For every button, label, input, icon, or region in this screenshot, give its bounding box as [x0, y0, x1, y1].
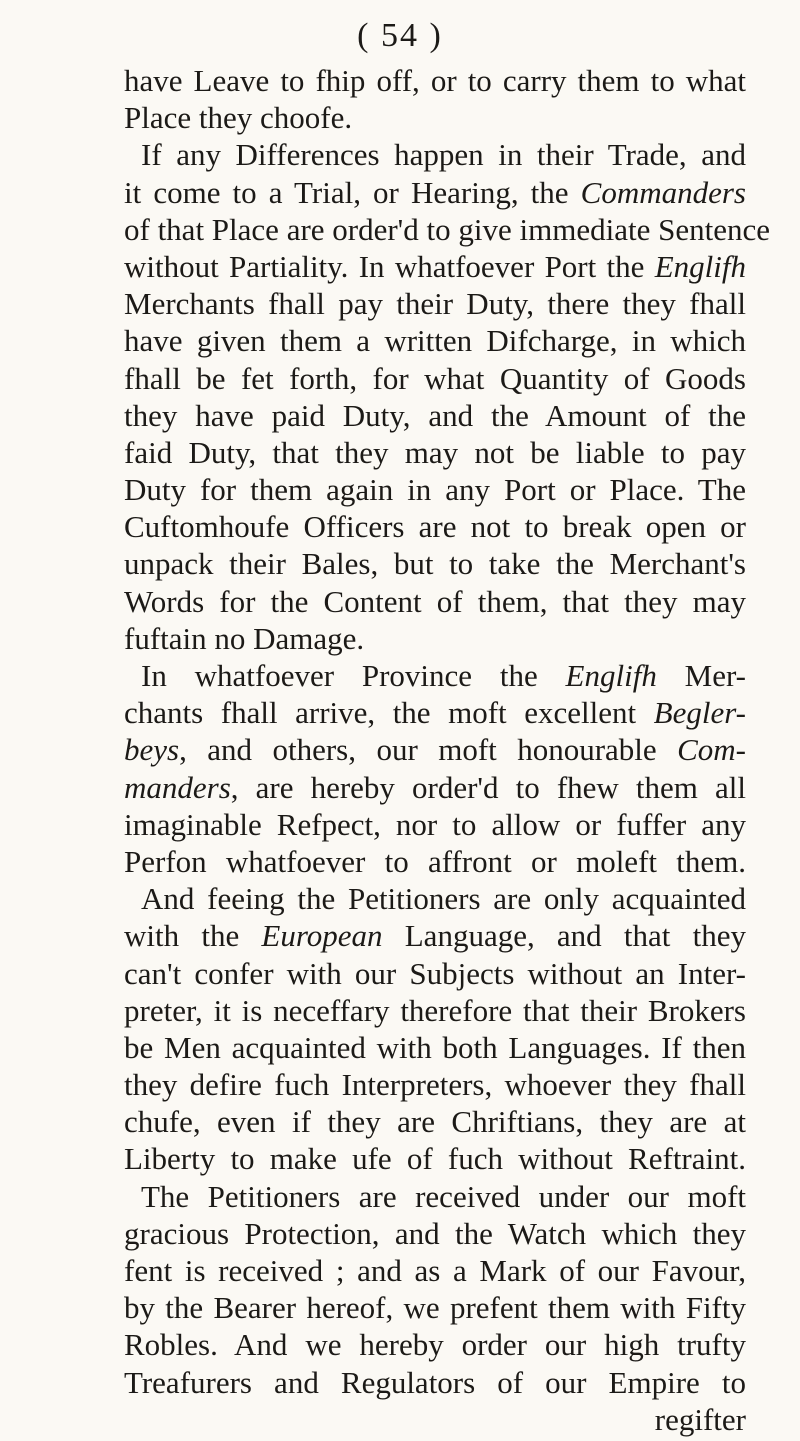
- body-text: [124, 62, 770, 1438]
- text-line: The Petitioners are received under our moft: [141, 1178, 746, 1214]
- text-line: Words for the Content of them, that they may: [124, 583, 746, 619]
- text-line: by the Bearer hereof, we prefent them with Fifty: [124, 1290, 746, 1326]
- text-line: Treafurers and Regulators of our Empire to: [124, 1364, 746, 1400]
- catchword: regifter: [654, 1401, 746, 1437]
- text-line: unpack their Bales, but to take the Merchant's: [124, 546, 746, 582]
- text-line: And feeing the Petitioners are only acquainted: [141, 881, 746, 917]
- text-line: Merchants fhall pay their Duty, there they fhall: [124, 286, 746, 322]
- text-line: they defire fuch Interpreters, whoever they fhall: [124, 1067, 746, 1103]
- text-line: gracious Protection, and the Watch which they: [124, 1215, 746, 1251]
- text-line: fent is received ; and as a Mark of our Favour,: [124, 1253, 746, 1288]
- text-line: Cuftomhoufe Officers are not to break open or: [124, 509, 746, 545]
- text-line: In whatfoever Province the Englifh Mer-: [141, 658, 746, 693]
- text-line: chants fhall arrive, the moft excellent Begler-: [124, 695, 746, 731]
- text-line: Perfon whatfoever to affront or moleft them.: [124, 843, 746, 879]
- text-line: Liberty to make ufe of fuch without Reftraint.: [124, 1141, 746, 1177]
- text-line: fhall be fet forth, for what Quantity of Goods: [124, 360, 746, 396]
- text-line: have given them a written Difcharge, in which: [124, 323, 746, 359]
- text-line: imaginable Refpect, nor to allow or fuffer any: [124, 806, 746, 842]
- text-line: Place they choofe.: [124, 100, 353, 136]
- text-line: can't confer with our Subjects without an Inter-: [124, 955, 746, 991]
- text-line: chufe, even if they are Chriftians, they are at: [124, 1104, 746, 1140]
- text-line: with the European Language, and that they: [124, 918, 746, 954]
- text-line: they have paid Duty, and the Amount of the: [124, 397, 746, 433]
- text-line: Robles. And we hereby order our high trufty: [124, 1327, 746, 1363]
- text-line: it come to a Trial, or Hearing, the Commanders: [124, 174, 746, 210]
- text-line: have Leave to fhip off, or to carry them to what: [124, 63, 746, 98]
- page-number: ( 54 ): [357, 17, 443, 54]
- text-line: manders, are hereby order'd to fhew them all: [124, 769, 746, 805]
- text-line: Duty for them again in any Port or Place. The: [124, 472, 746, 508]
- text-line: beys, and others, our moft honourable Com-: [124, 732, 746, 768]
- text-line: fuftain no Damage.: [124, 620, 365, 656]
- text-line: without Partiality. In whatfoever Port the Englifh: [124, 248, 746, 284]
- text-line: faid Duty, that they may not be liable to pay: [124, 434, 746, 470]
- text-line: If any Differences happen in their Trade, and: [141, 137, 746, 173]
- text-line: of that Place are order'd to give immediate Sentence: [124, 211, 770, 247]
- text-line: preter, it is neceffary therefore that their Brokers: [124, 992, 746, 1028]
- text-line: be Men acquainted with both Languages. If then: [124, 1029, 746, 1065]
